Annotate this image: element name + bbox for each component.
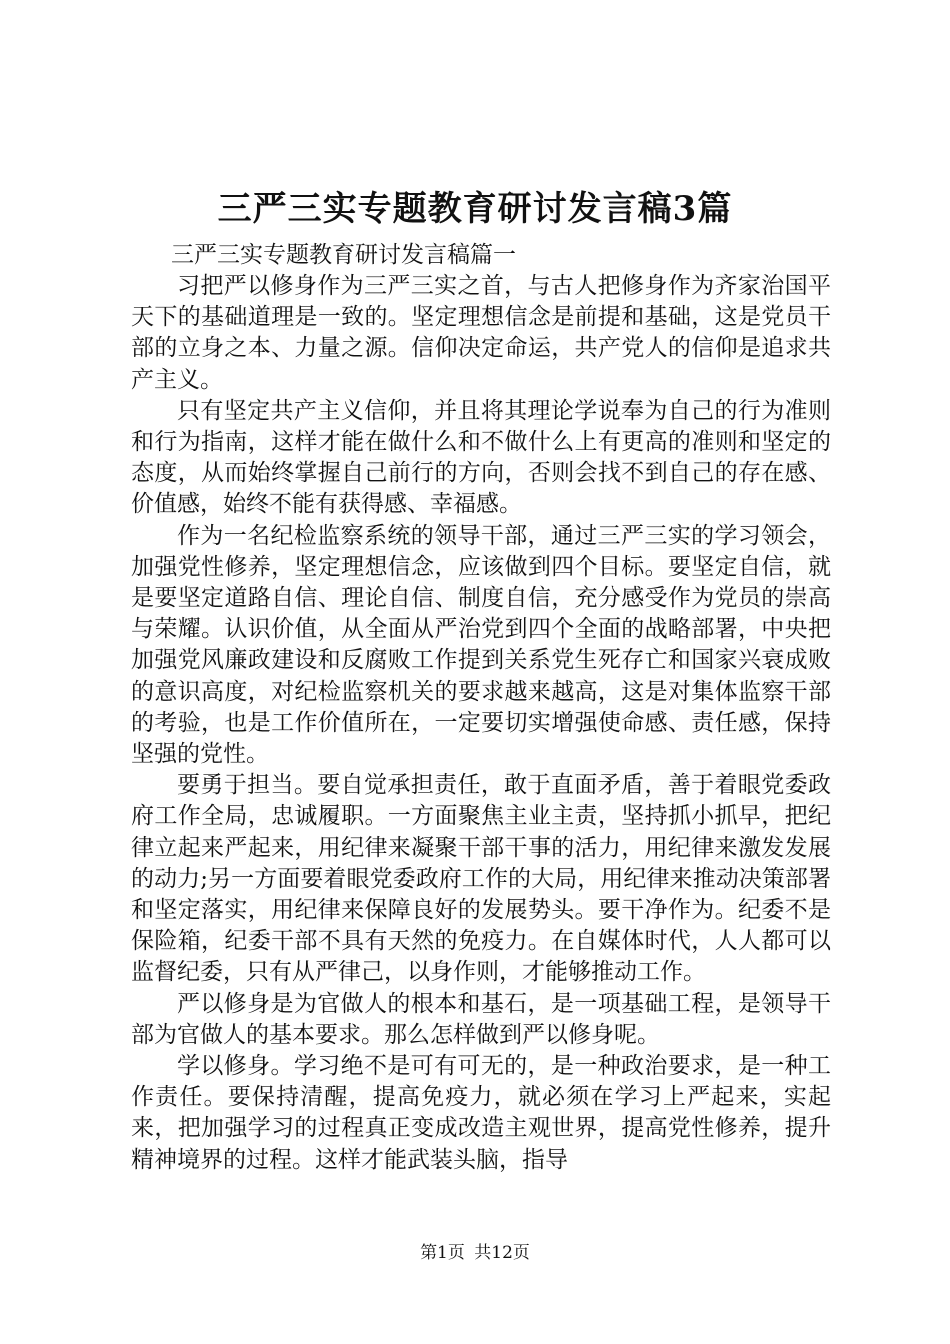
document-body (131, 240, 831, 1176)
paragraph: 作为一名纪检监察系统的领导干部，通过三严三实的学习领会，加强党性修养，坚定理想信念，应该做到四个目标。要坚定自信，就是要坚定道路自信、理论自信、制度自信，充分感受作为党员的崇高与荣耀。认识价值，从全面从严治党到四个全面的战略部署，中央把加强党风廉政建设和反腐败工作提到关系党生死存亡和国家兴衰成败的意识高度，对纪检监察机关的要求越来越高，这是对集体监察干部的考验，也是工作价值所在，一定要切实增强使命感、责任感，保持坚强的党性。 (131, 522, 831, 768)
page-number: 第1页 (420, 1243, 465, 1263)
section-subtitle: 三严三实专题教育研讨发言稿篇一 (171, 242, 516, 268)
document-title: 三严三实专题教育研讨发言稿3篇 (217, 189, 733, 229)
page-total: 共12页 (474, 1243, 530, 1263)
paragraph: 学以修身。学习绝不是可有可无的，是一种政治要求，是一种工作责任。要保持清醒，提高免疫力，就必须在学习上严起来，实起来，把加强学习的过程真正变成改造主观世界，提高党性修养，提升精神境界的过程。这样才能武装头脑，指导 (131, 1053, 831, 1173)
paragraph: 习把严以修身作为三严三实之首，与古人把修身作为齐家治国平天下的基础道理是一致的。坚定理想信念是前提和基础，这是党员干部的立身之本、力量之源。信仰决定命运，共产党人的信仰是追求共产主义。 (131, 273, 831, 393)
paragraph: 要勇于担当。要自觉承担责任，敢于直面矛盾，善于着眼党委政府工作全局，忠诚履职。一方面聚焦主业主责，坚持抓小抓早，把纪律立起来严起来，用纪律来凝聚干部干事的活力，用纪律来激发发展的动力;另一方面要着眼党委政府工作的大局，用纪律来推动决策部署和坚定落实，用纪律来保障良好的发展势头。要干净作为。纪委不是保险箱，纪委干部不具有天然的免疫力。在自媒体时代，人人都可以监督纪委，只有从严律己，以身作则，才能够推动工作。 (131, 772, 831, 986)
page-footer (0, 1242, 950, 1264)
paragraph: 只有坚定共产主义信仰，并且将其理论学说奉为自己的行为准则和行为指南，这样才能在做什么和不做什么上有更高的准则和坚定的态度，从而始终掌握自己前行的方向，否则会找不到自己的存在感、价值感，始终不能有获得感、幸福感。 (131, 397, 831, 518)
paragraph: 严以修身是为官做人的根本和基石，是一项基础工程，是领导干部为官做人的基本要求。那么怎样做到严以修身呢。 (131, 990, 831, 1048)
